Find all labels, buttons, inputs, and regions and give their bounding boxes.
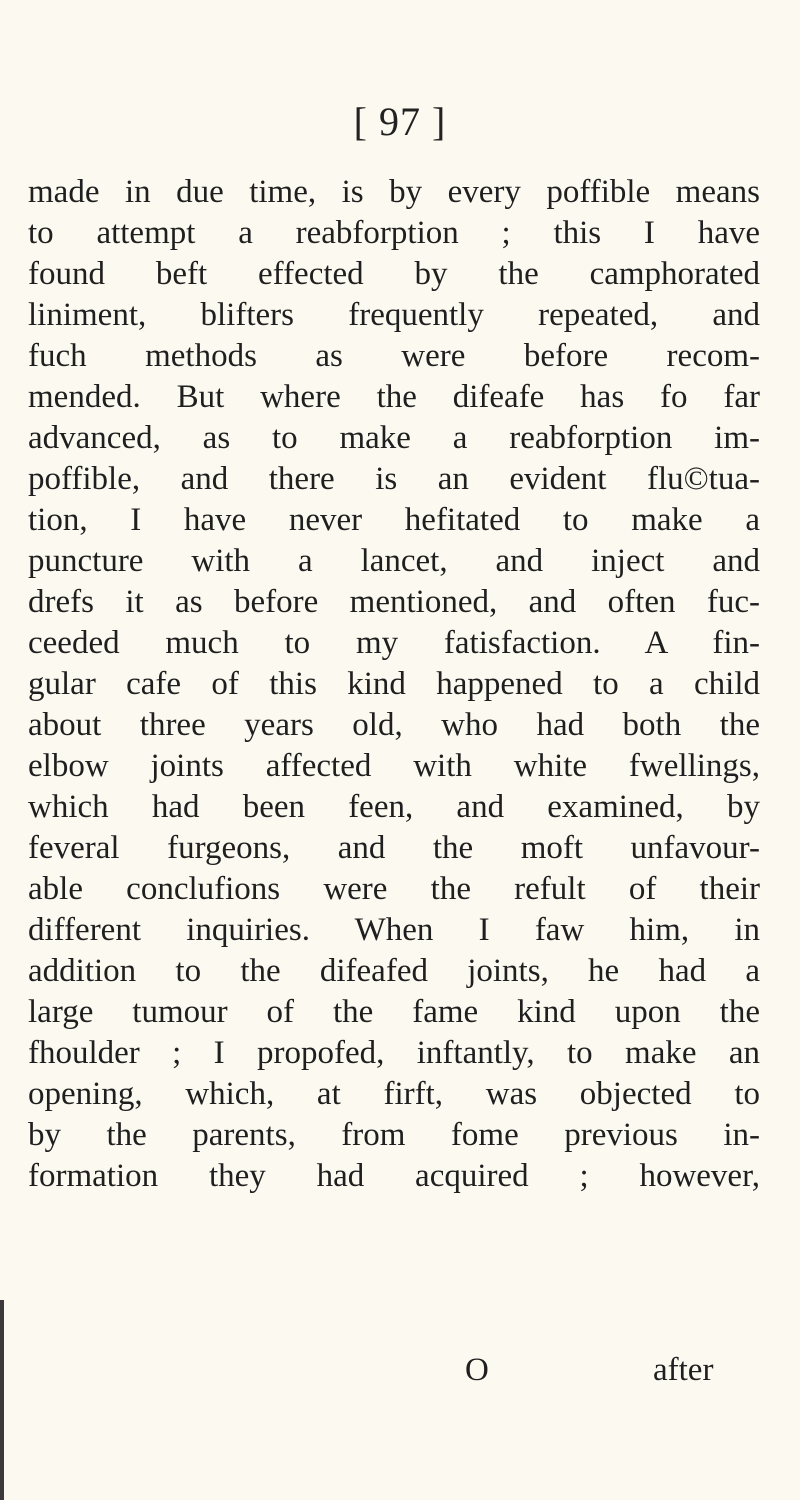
text-line: fuch methods as were before recom- xyxy=(28,338,760,374)
text-line: fhoulder ; I propofed, inftantly, to make an xyxy=(28,1035,760,1071)
text-line: made in due time, is by every poffible means xyxy=(28,174,760,210)
text-line: by the parents, from fome previous in- xyxy=(28,1117,760,1153)
catchword: after xyxy=(653,1352,714,1388)
text-line: ceeded much to my fatisfaction. A fin- xyxy=(28,625,760,661)
text-line: puncture with a lancet, and inject and xyxy=(28,543,760,579)
body-text xyxy=(28,172,760,1197)
text-line: found beft effected by the camphorated xyxy=(28,256,760,292)
text-line: large tumour of the fame kind upon the xyxy=(28,994,760,1030)
text-line: different inquiries. When I faw him, in xyxy=(28,912,760,948)
signature-mark: O xyxy=(465,1352,489,1388)
text-line: formation they had acquired ; however, xyxy=(28,1158,760,1194)
text-line: liniment, blifters frequently repeated, and xyxy=(28,297,760,333)
text-line: feveral furgeons, and the moft unfavour- xyxy=(28,830,760,866)
text-line: about three years old, who had both the xyxy=(28,707,760,743)
page-footer xyxy=(0,1352,800,1393)
page-edge-shadow xyxy=(0,1300,4,1500)
text-line: addition to the difeafed joints, he had a xyxy=(28,953,760,989)
text-line: opening, which, at firft, was objected to xyxy=(28,1076,760,1112)
text-line: to attempt a reabforption ; this I have xyxy=(28,215,760,251)
page-number-header: [ 97 ] xyxy=(353,99,447,144)
text-line: drefs it as before mentioned, and often fuc- xyxy=(28,584,760,620)
text-line: elbow joints affected with white fwellings, xyxy=(28,748,760,784)
text-line: poffible, and there is an evident flu©tua- xyxy=(28,461,760,497)
text-line: advanced, as to make a reabforption im- xyxy=(28,420,760,456)
text-line: gular cafe of this kind happened to a child xyxy=(28,666,760,702)
text-line: tion, I have never hefitated to make a xyxy=(28,502,760,538)
text-line: which had been feen, and examined, by xyxy=(28,789,760,825)
text-line: able conclufions were the refult of their xyxy=(28,871,760,907)
text-line: mended. But where the difeafe has fo far xyxy=(28,379,760,415)
